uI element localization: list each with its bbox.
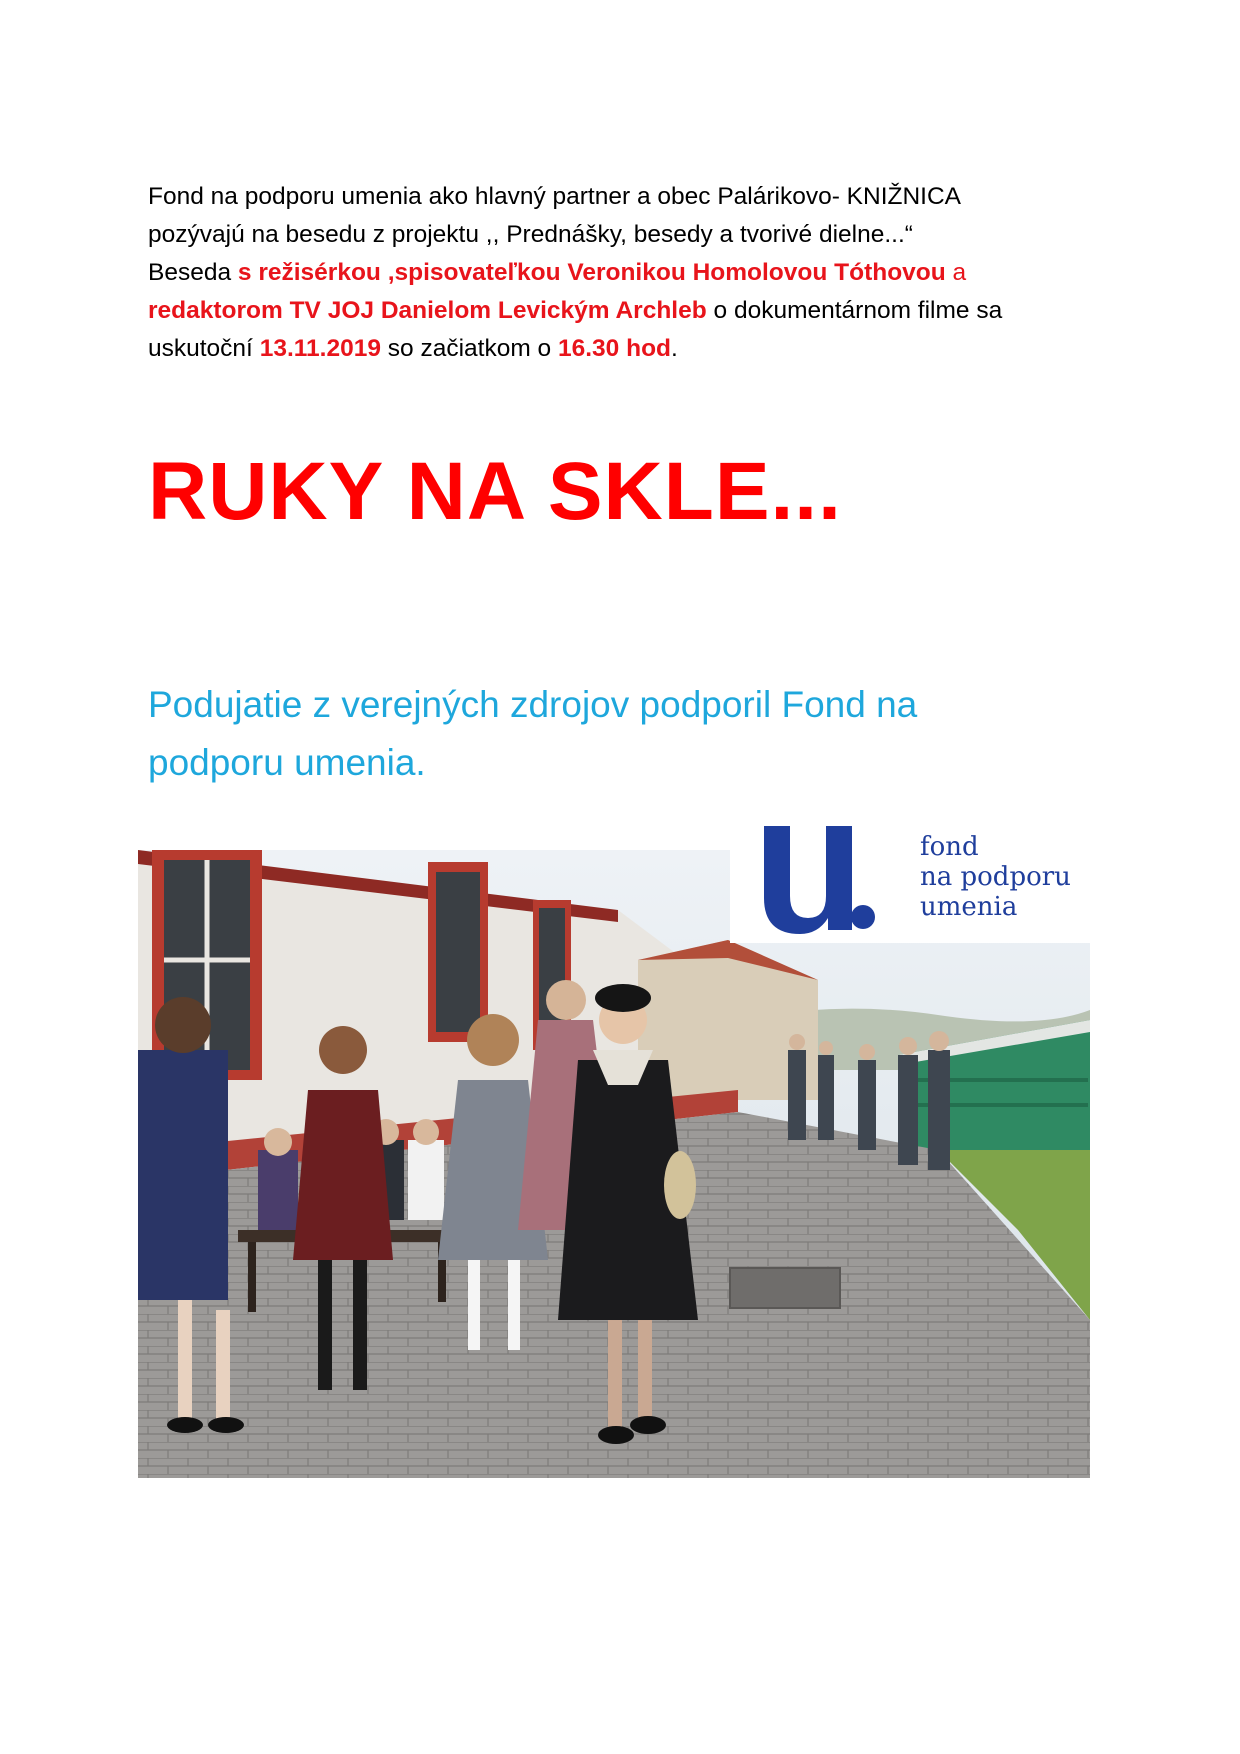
support-line-2: podporu umenia.	[148, 742, 426, 783]
event-time: 16.30 hod	[557, 335, 671, 362]
guest-director: s režisérkou ,spisovateľkou Veronikou Homolovou Tóthovou	[237, 259, 946, 286]
support-statement	[148, 676, 1108, 792]
logo-text-line-1: fond	[920, 832, 979, 862]
intro-line-1: Fond na podporu umenia ako hlavný partner a obec Palárikovo- KNIŽNICA	[148, 183, 962, 210]
fpu-logo-text	[920, 832, 1071, 922]
film-title: RUKY NA SKLE...	[148, 446, 842, 537]
film-still-photo	[138, 850, 1090, 1478]
guest-editor: redaktorom TV JOJ Danielom Levickým Archleb	[148, 297, 707, 324]
invitation-text	[148, 178, 1088, 368]
support-line-1: Podujatie z verejných zdrojov podporil Fond na	[148, 684, 918, 725]
intro-line-2: pozývajú na besedu z projektu ,, Prednášky, besedy a tvorivé dielne...“	[148, 221, 913, 248]
event-date: 13.11.2019	[259, 335, 381, 362]
intro-line-3: Beseda s režisérkou ,spisovateľkou Veronikou Homolovou Tóthovou a	[148, 259, 967, 286]
logo-text-line-2: na podporu	[920, 862, 1071, 892]
fpu-logo	[730, 808, 1090, 943]
fpu-logo-mark-icon	[756, 818, 856, 938]
intro-line-5: uskutoční 13.11.2019 so začiatkom o 16.30 hod.	[148, 335, 678, 362]
logo-text-line-3: umenia	[920, 892, 1018, 922]
intro-line-4: redaktorom TV JOJ Danielom Levickým Archleb o dokumentárnom filme sa	[148, 297, 1003, 324]
fpu-logo-dot-icon	[848, 902, 878, 932]
